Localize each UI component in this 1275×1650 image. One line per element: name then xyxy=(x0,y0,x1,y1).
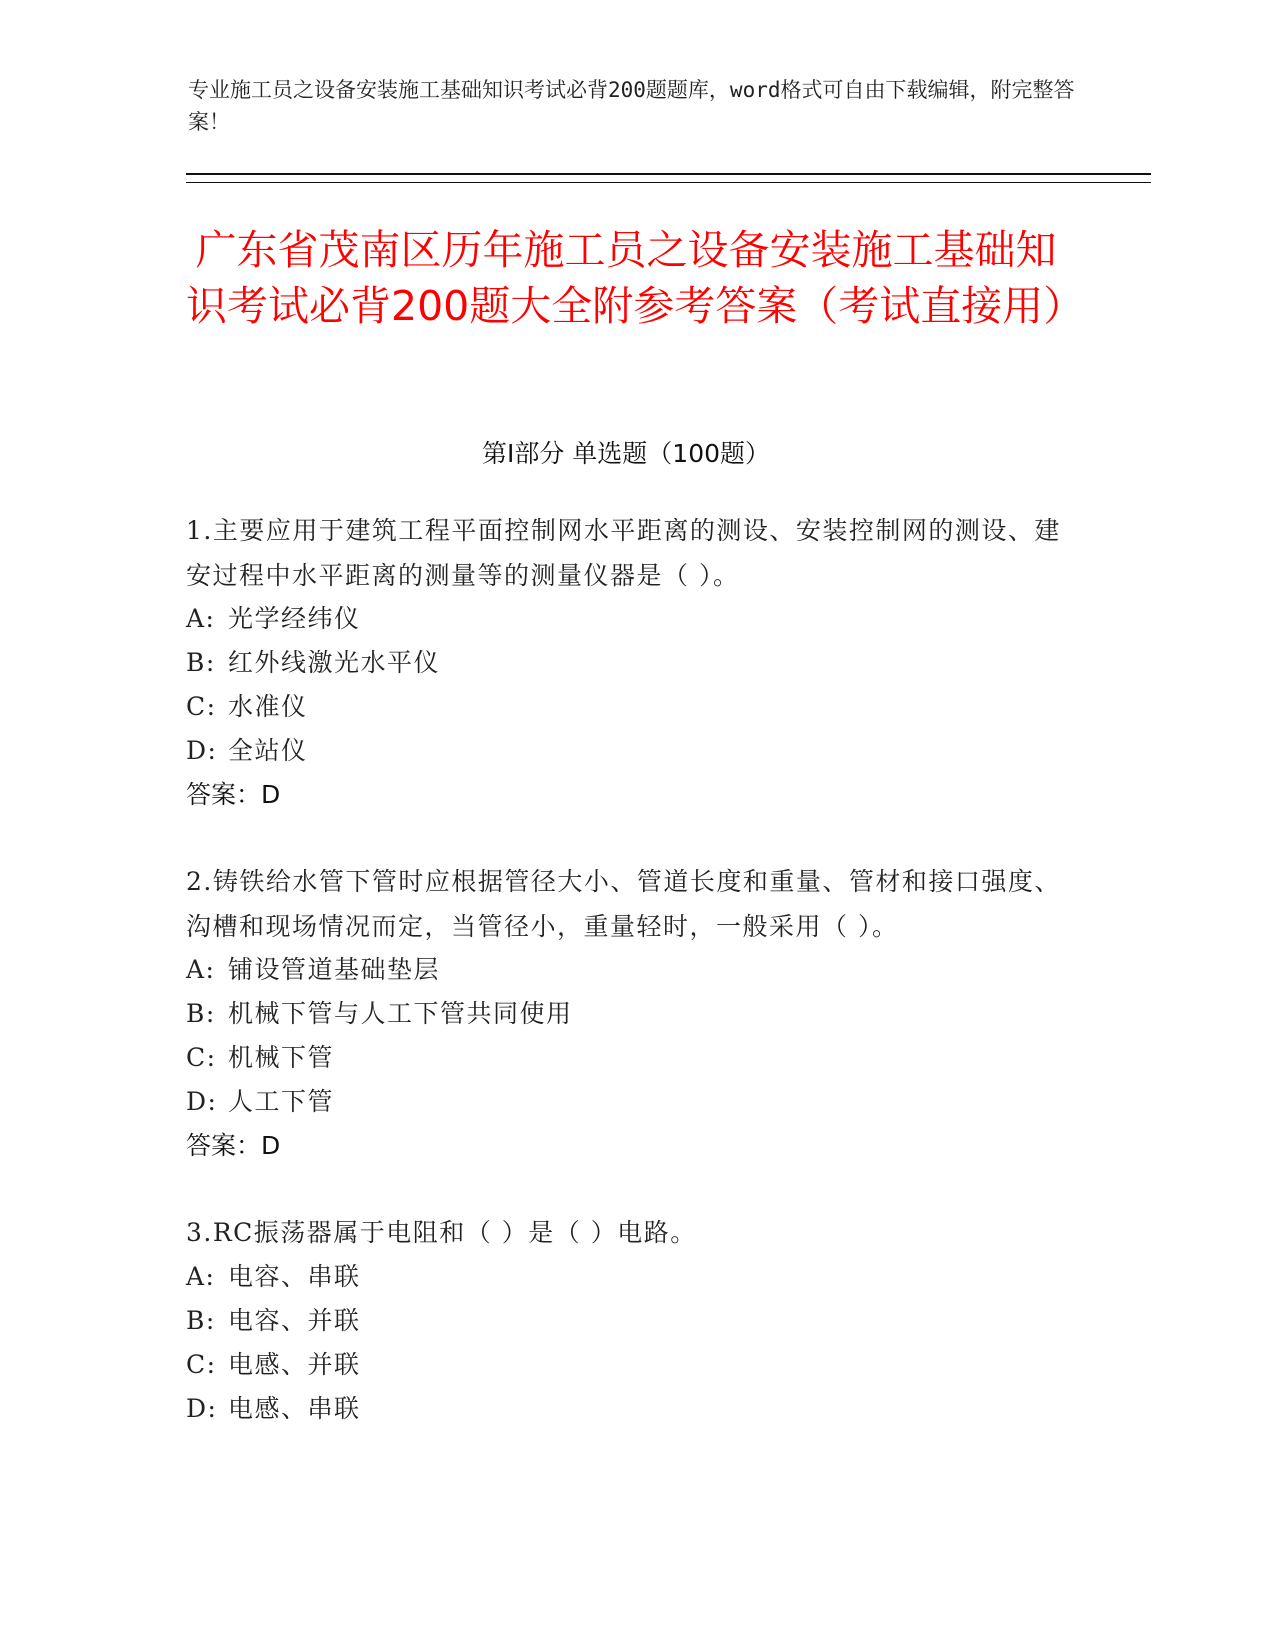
answer-value: D xyxy=(261,780,281,809)
question-2-option-d xyxy=(186,1079,334,1124)
option-key: C: xyxy=(186,1043,217,1072)
question-1-option-a xyxy=(186,596,361,641)
question-3-option-c xyxy=(186,1342,361,1387)
question-1-option-b xyxy=(186,640,440,685)
question-1-answer xyxy=(186,772,280,817)
option-text: 机械下管 xyxy=(228,1043,335,1072)
option-key: C: xyxy=(186,1350,217,1379)
option-key: A: xyxy=(186,1262,216,1291)
header-rule-thin xyxy=(186,182,1151,183)
question-3-option-d xyxy=(186,1386,361,1431)
section-title: 第Ⅰ部分 单选题（100题） xyxy=(481,439,771,468)
option-text: 电感、串联 xyxy=(228,1394,361,1423)
question-1-stem: 1.主要应用于建筑工程平面控制网水平距离的测设、安装控制网的测设、建安过程中水平距离的测量等的测量仪器是（ ）。 xyxy=(186,516,1061,590)
option-key: D: xyxy=(186,1087,218,1116)
question-3-option-a xyxy=(186,1254,361,1299)
option-key: C: xyxy=(186,692,217,721)
question-2-stem: 2.铸铁给水管下管时应根据管径大小、管道长度和重量、管材和接口强度、沟槽和现场情况而定，当管径小，重量轻时，一般采用（ ）。 xyxy=(186,867,1061,941)
question-3-option-b xyxy=(186,1298,361,1343)
question-1-option-c xyxy=(186,684,308,729)
option-text: 铺设管道基础垫层 xyxy=(228,955,441,984)
question-2-option-a xyxy=(186,947,440,992)
question-2-answer xyxy=(186,1123,280,1168)
header-note: 专业施工员之设备安装施工基础知识考试必背200题题库，word格式可自由下载编辑，附完整答案！ xyxy=(188,78,1075,134)
question-1-option-d xyxy=(186,728,308,773)
document-title: 广东省茂南区历年施工员之设备安装施工基础知识考试必背200题大全附参考答案（考试直接用） xyxy=(186,226,1085,330)
answer-label: 答案： xyxy=(186,1131,262,1160)
question-3-stem: 3.RC振荡器属于电阻和（ ）是（ ）电路。 xyxy=(186,1218,697,1247)
option-text: 电感、并联 xyxy=(228,1350,361,1379)
option-text: 电容、串联 xyxy=(228,1262,361,1291)
option-text: 人工下管 xyxy=(228,1087,335,1116)
option-key: B: xyxy=(186,648,216,677)
option-text: 机械下管与人工下管共同使用 xyxy=(228,999,573,1028)
header-rule-thick xyxy=(186,173,1151,175)
option-key: B: xyxy=(186,1306,216,1335)
question-2-option-c xyxy=(186,1035,334,1080)
question-2-option-b xyxy=(186,991,573,1036)
option-key: A: xyxy=(186,604,216,633)
option-key: B: xyxy=(186,999,216,1028)
answer-value: D xyxy=(261,1131,281,1160)
option-text: 水准仪 xyxy=(228,692,308,721)
option-key: A: xyxy=(186,955,216,984)
option-text: 红外线激光水平仪 xyxy=(228,648,441,677)
option-text: 全站仪 xyxy=(228,736,308,765)
answer-label: 答案： xyxy=(186,780,262,809)
option-text: 光学经纬仪 xyxy=(228,604,361,633)
option-key: D: xyxy=(186,736,218,765)
option-key: D: xyxy=(186,1394,218,1423)
option-text: 电容、并联 xyxy=(228,1306,361,1335)
